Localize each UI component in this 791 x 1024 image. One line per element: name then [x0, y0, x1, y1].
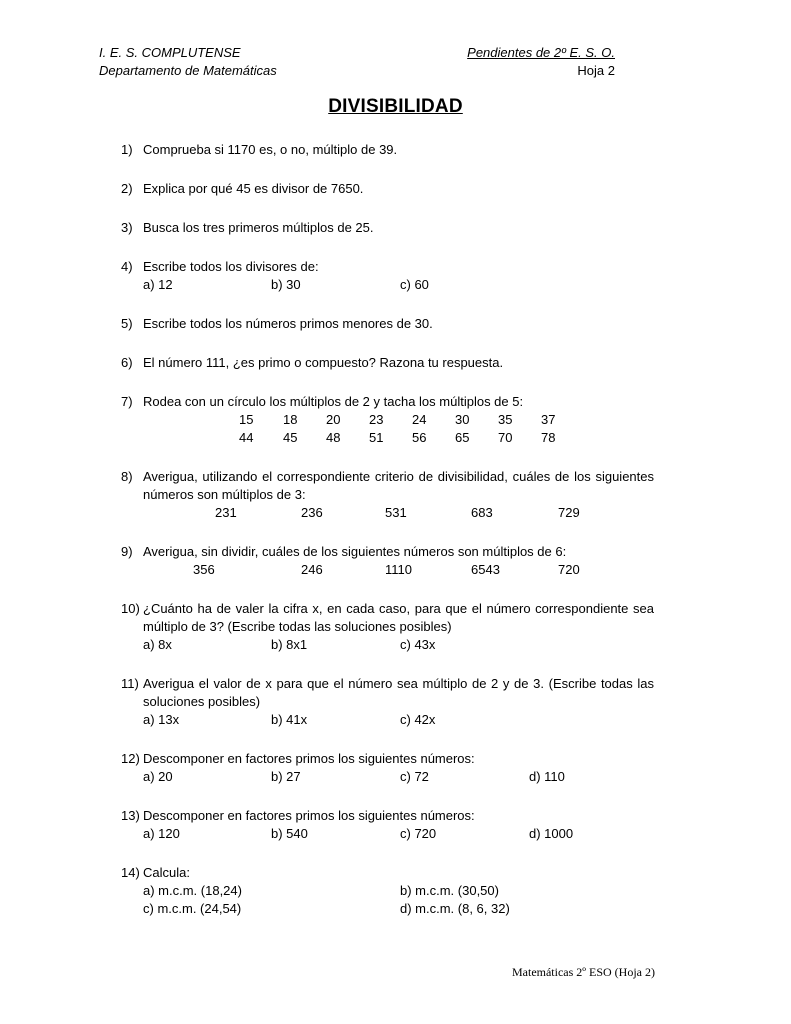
question-4	[121, 258, 654, 294]
question-text: Descomponer en factores primos los siguientes números:	[143, 751, 475, 766]
number-item: 236	[301, 505, 323, 520]
question-text: Calcula:	[143, 865, 190, 880]
option-b: b) 41x	[271, 712, 308, 727]
number-item: 729	[558, 505, 580, 520]
question-number: 10)	[121, 601, 140, 616]
option-b: b) 30	[271, 277, 301, 292]
option-b: b) 8x1	[271, 637, 308, 652]
option-c: c) 43x	[400, 637, 436, 652]
question-text: ¿Cuánto ha de valer la cifra x, en cada caso, para que el número correspondiente sea múltiplo de 3? (Escribe todas las soluciones posibles)	[143, 601, 654, 634]
question-number: 3)	[121, 220, 133, 235]
page-footer: Matemáticas 2º ESO (Hoja 2)	[511, 965, 655, 979]
number-item: 78	[541, 430, 556, 445]
school-name: I. E. S. COMPLUTENSE	[99, 45, 241, 60]
question-number: 11)	[121, 676, 139, 691]
question-text: Escribe todos los números primos menores de 30.	[143, 316, 433, 331]
question-text: Busca los tres primeros múltiplos de 25.	[143, 220, 374, 235]
number-item: 20	[326, 412, 341, 427]
number-item: 65	[455, 430, 470, 445]
question-5	[121, 315, 654, 333]
question-11	[121, 675, 654, 729]
course-label: Pendientes de 2º E. S. O.	[467, 45, 615, 60]
number-item: 45	[283, 430, 298, 445]
option-a: a) 13x	[143, 712, 180, 727]
question-text: El número 111, ¿es primo o compuesto? Razona tu respuesta.	[143, 355, 504, 370]
question-number: 4)	[121, 259, 133, 274]
number-item: 24	[412, 412, 427, 427]
option-c: c) 60	[400, 277, 429, 292]
option-d: d) 110	[529, 769, 565, 784]
number-item: 1110	[385, 562, 412, 577]
number-item: 44	[239, 430, 254, 445]
number-item: 37	[541, 412, 556, 427]
option-c: c) 72	[400, 769, 429, 784]
sheet-label: Hoja 2	[577, 63, 615, 78]
number-item: 51	[369, 430, 384, 445]
question-9	[121, 543, 654, 579]
number-item: 6543	[471, 562, 500, 577]
option-d: d) m.c.m. (8, 6, 32)	[400, 901, 510, 916]
page-title: DIVISIBILIDAD	[328, 96, 463, 117]
number-item: 70	[498, 430, 513, 445]
option-a: a) 20	[143, 769, 173, 784]
question-13	[121, 807, 654, 843]
question-number: 1)	[121, 142, 133, 157]
question-number: 7)	[121, 394, 133, 409]
option-b: b) 27	[271, 769, 301, 784]
question-3	[121, 219, 654, 237]
question-number: 12)	[121, 751, 140, 766]
number-item: 246	[301, 562, 323, 577]
question-2	[121, 180, 654, 198]
number-item: 23	[369, 412, 384, 427]
question-number: 14)	[121, 865, 140, 880]
option-c: c) 720	[400, 826, 437, 841]
number-item: 231	[215, 505, 237, 520]
question-10	[121, 600, 654, 654]
question-text: Descomponer en factores primos los siguientes números:	[143, 808, 475, 823]
number-item: 356	[193, 562, 215, 577]
option-a: a) m.c.m. (18,24)	[143, 883, 242, 898]
question-text: Explica por qué 45 es divisor de 7650.	[143, 181, 364, 196]
option-b: b) m.c.m. (30,50)	[400, 883, 499, 898]
question-number: 8)	[121, 469, 133, 484]
number-item: 683	[471, 505, 493, 520]
number-item: 531	[385, 505, 407, 520]
question-14	[121, 864, 654, 918]
number-item: 18	[283, 412, 298, 427]
option-c: c) 42x	[400, 712, 436, 727]
option-d: d) 1000	[529, 826, 574, 841]
question-number: 5)	[121, 316, 133, 331]
department-name: Departamento de Matemáticas	[99, 63, 277, 78]
number-item: 720	[558, 562, 580, 577]
question-number: 9)	[121, 544, 133, 559]
option-a: a) 120	[143, 826, 180, 841]
number-item: 35	[498, 412, 513, 427]
question-text: Averigua, sin dividir, cuáles de los siguientes números son múltiplos de 6:	[143, 544, 567, 559]
number-item: 30	[455, 412, 470, 427]
number-item: 15	[239, 412, 254, 427]
option-a: a) 12	[143, 277, 173, 292]
option-c: c) m.c.m. (24,54)	[143, 901, 242, 916]
question-1	[121, 141, 654, 159]
question-text: Comprueba si 1170 es, o no, múltiplo de 39.	[143, 142, 398, 157]
question-number: 2)	[121, 181, 133, 196]
question-number: 13)	[121, 808, 140, 823]
question-text: Averigua el valor de x para que el número sea múltiplo de 2 y de 3. (Escribe todas las soluciones posibles)	[143, 676, 654, 709]
question-number: 6)	[121, 355, 133, 370]
question-text: Rodea con un círculo los múltiplos de 2 y tacha los múltiplos de 5:	[143, 394, 524, 409]
question-6	[121, 354, 654, 372]
question-text: Averigua, utilizando el correspondiente criterio de divisibilidad, cuáles de los siguientes números son múltiplos de 3:	[143, 469, 654, 502]
question-text: Escribe todos los divisores de:	[143, 259, 319, 274]
question-8	[121, 468, 654, 522]
number-item: 56	[412, 430, 427, 445]
question-12	[121, 750, 654, 786]
option-b: b) 540	[271, 826, 308, 841]
option-a: a) 8x	[143, 637, 172, 652]
question-7	[121, 393, 654, 447]
number-item: 48	[326, 430, 341, 445]
